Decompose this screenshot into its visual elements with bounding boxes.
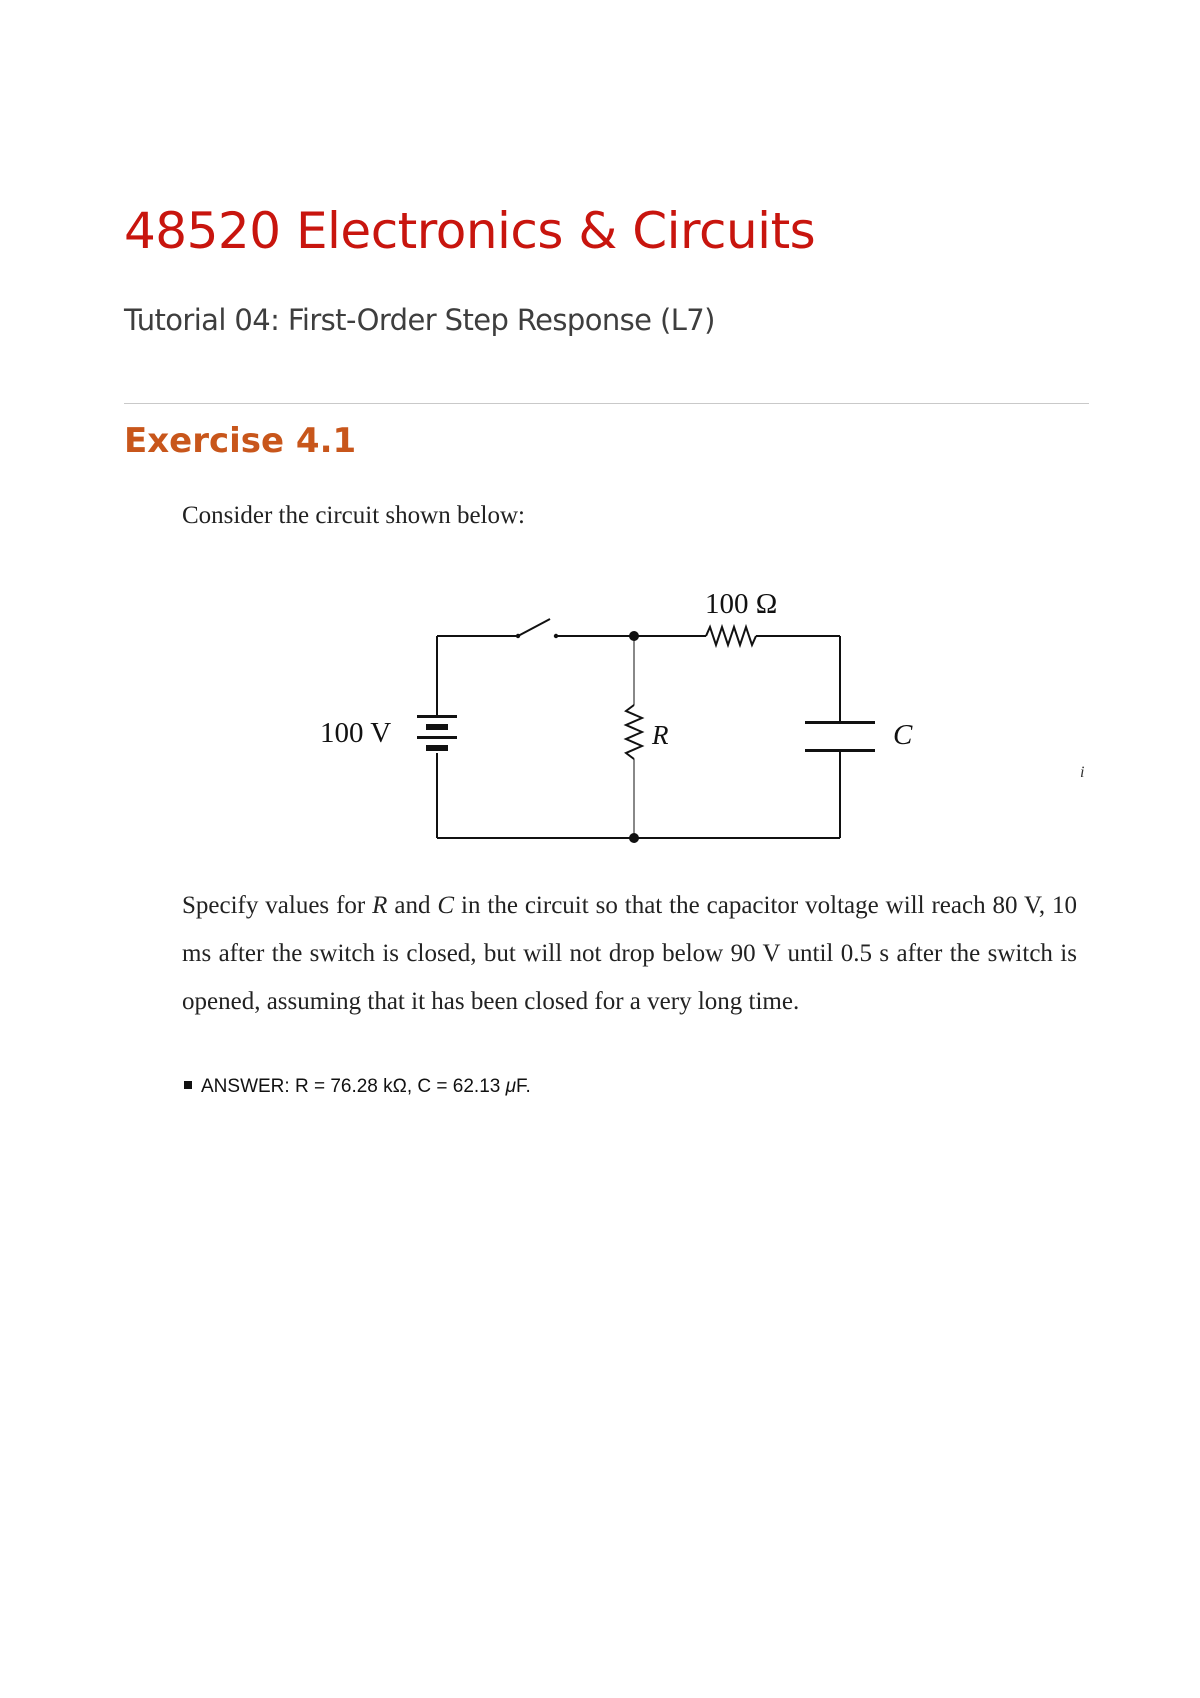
answer-line bbox=[184, 1076, 531, 1098]
battery bbox=[417, 715, 457, 751]
page-title: 48520 Electronics & Circuits bbox=[124, 202, 816, 260]
stray-mark: i bbox=[1080, 764, 1085, 781]
series-resistor bbox=[706, 627, 756, 645]
answer-text: ANSWER: R = 76.28 kΩ, C = 62.13 bbox=[201, 1076, 506, 1097]
question-text-2: and bbox=[387, 892, 438, 919]
node-bottom bbox=[629, 833, 639, 843]
question-var-r: R bbox=[372, 892, 388, 919]
exercise-question bbox=[182, 882, 1077, 1026]
capacitor-label: C bbox=[893, 719, 913, 751]
square-bullet-icon bbox=[184, 1081, 192, 1089]
series-resistor-label: 100 Ω bbox=[705, 588, 778, 620]
answer-unit-symbol: μ bbox=[505, 1076, 517, 1097]
source-label: 100 V bbox=[320, 717, 392, 749]
node-top bbox=[629, 631, 639, 641]
capacitor bbox=[805, 721, 875, 752]
shunt-resistor-label: R bbox=[652, 720, 669, 750]
exercise-heading: Exercise 4.1 bbox=[124, 421, 357, 461]
answer-unit-rest: F. bbox=[516, 1076, 531, 1097]
page-subtitle: Tutorial 04: First-Order Step Response (L7) bbox=[124, 303, 715, 337]
question-text-1: Specify values for bbox=[182, 892, 373, 919]
section-divider bbox=[124, 403, 1089, 404]
circuit-diagram bbox=[300, 575, 950, 855]
question-var-c: C bbox=[437, 892, 455, 919]
switch bbox=[518, 619, 550, 636]
exercise-intro: Consider the circuit shown below: bbox=[182, 502, 525, 529]
switch-pivot bbox=[516, 634, 520, 638]
question-text-3: in the circuit so that the capacitor voltage will reach 80 V, 10 ms after the switch is closed, but will not drop below 90 V until 0.5 s after the switch is opened, assuming that it has been closed for a very long time. bbox=[182, 892, 1077, 1015]
shunt-resistor bbox=[626, 705, 642, 759]
switch-contact bbox=[554, 634, 558, 638]
